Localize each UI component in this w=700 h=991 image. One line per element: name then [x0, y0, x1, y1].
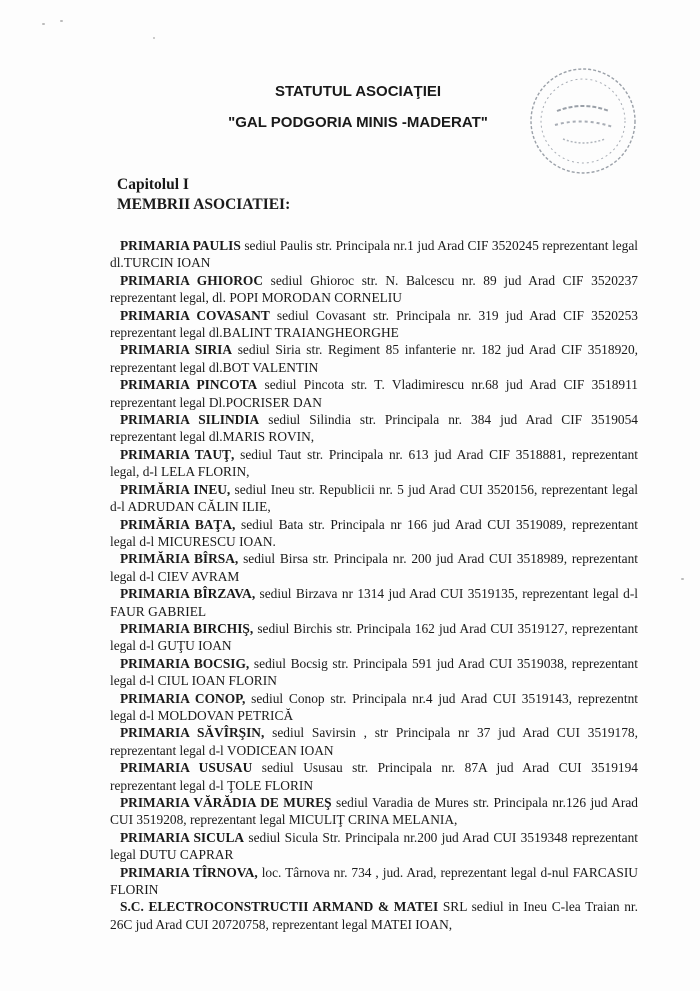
member-name: PRIMARIA SĂVÎRŞIN, [120, 725, 265, 741]
member-details: sediul Conop str. Principala nr.4 jud Arad CUI 3519143, reprezentnt legal d-l MOLDOVAN PETRICĂ [110, 690, 638, 723]
chapter-title: MEMBRII ASOCIATIEI: [117, 196, 291, 213]
member-name: PRIMĂRIA INEU, [120, 481, 231, 497]
member-name: PRIMARIA GHIOROC [120, 272, 264, 288]
member-name: PRIMARIA PINCOTA [120, 377, 258, 393]
member-name: PRIMARIA CONOP, [120, 690, 246, 706]
member-entry [110, 446, 638, 481]
member-entry [110, 759, 638, 794]
scan-speck [42, 23, 45, 25]
member-entry [110, 585, 638, 620]
member-details: loc. Târnova nr. 734 , jud. Arad, reprezentant legal d-nul FARCASIU FLORIN [110, 864, 638, 898]
member-details: sediul Silindia str. Principala nr. 384 jud Arad CIF 3519054 reprezentant legal dl.MARIS ROVIN, [110, 412, 639, 445]
chapter-label: Capitolul I [117, 176, 189, 193]
member-entry [110, 237, 638, 272]
member-entry [110, 516, 638, 551]
member-details: sediul Savirsin , str Principala nr 37 jud Arad CUI 3519178, reprezentant legal d-l VODICEAN IOAN [110, 725, 638, 758]
member-details: sediul Pincota str. T. Vladimirescu nr.68 jud Arad CIF 3518911 reprezentant legal Dl.POCRISER DAN [110, 377, 638, 410]
member-name: PRIMARIA COVASANT [120, 307, 270, 323]
member-name: PRIMARIA BOCSIG, [120, 655, 250, 671]
member-entry [110, 341, 638, 376]
member-details: sediul Taut str. Principala nr. 613 jud Arad CIF 3518881, reprezentant legal, d-l LELA FLORIN, [110, 446, 638, 480]
scan-speck [681, 578, 684, 580]
member-entry [110, 620, 638, 655]
member-entry [110, 690, 638, 725]
member-name: PRIMARIA TÎRNOVA, [120, 864, 258, 880]
member-entry [110, 655, 638, 690]
member-details: sediul Birchis str. Principala 162 jud Arad CUI 3519127, reprezentant legal d-l GUŢU IOAN [110, 620, 638, 654]
member-details: sediul Ususau str. Principala nr. 87A jud Arad CUI 3519194 reprezentant legal d-l ŢOLE FLORIN [110, 760, 638, 793]
member-entry [110, 411, 638, 446]
member-entry [110, 307, 638, 342]
member-entry [110, 794, 638, 829]
scan-speck [153, 37, 155, 39]
member-entry [110, 272, 638, 307]
member-details: sediul Sicula Str. Principala nr.200 jud Arad CUI 3519348 reprezentant legal DUTU CAPRAR [110, 829, 638, 863]
member-name: S.C. ELECTROCONSTRUCTII ARMAND & MATEI [120, 899, 439, 915]
member-details: sediul Covasant str. Principala nr. 319 jud Arad CIF 3520253 reprezentant legal dl.BALINT TRAIANGHEORGHE [110, 307, 638, 341]
scan-speck [60, 20, 63, 22]
member-name: PRIMĂRIA BAŢA, [120, 516, 236, 532]
members-list [110, 237, 638, 933]
member-name: PRIMĂRIA BÎRSA, [120, 551, 239, 567]
member-name: PRIMARIA BIRCHIŞ, [120, 620, 254, 636]
member-details: sediul Birsa str. Principala nr. 200 jud Arad CUI 3518989, reprezentant legal d-l CIEV AVRAM [110, 551, 638, 584]
member-name: PRIMARIA USUSAU [120, 760, 253, 776]
member-details: sediul Bocsig str. Principala 591 jud Arad CUI 3519038, reprezentant legal d-l CIUL IOAN FLORIN [110, 655, 638, 689]
document-title: STATUTUL ASOCIAŢIEI [274, 83, 442, 100]
member-entry [110, 550, 638, 585]
member-name: PRIMARIA VĂRĂDIA DE MUREŞ [120, 795, 332, 810]
member-entry [110, 724, 638, 759]
member-details: sediul Ineu str. Republicii nr. 5 jud Arad CUI 3520156, reprezentant legal d-l ADRUDAN CĂLIN ILIE, [110, 481, 638, 515]
member-entry [110, 864, 638, 899]
member-details: sediul Bata str. Principala nr 166 jud Arad CUI 3519089, reprezentant legal d-l MICURESCU IOAN. [110, 516, 638, 549]
member-name: PRIMARIA BÎRZAVA, [120, 586, 256, 602]
member-name: PRIMARIA SICULA [120, 829, 245, 845]
member-details: sediul Ghioroc str. N. Balcescu nr. 89 jud Arad CIF 3520237 reprezentant legal, dl. POPI MORODAN CORNELIU [110, 272, 638, 306]
member-details: sediul Paulis str. Principala nr.1 jud Arad CIF 3520245 reprezentant legal dl.TURCIN IOAN [110, 238, 638, 271]
member-name: PRIMARIA TAUŢ, [120, 446, 235, 462]
member-details: sediul Varadia de Mures str. Principala nr.126 jud Arad CUI 3519208, reprezentant legal MICULIŢ CRINA MELANIA, [110, 795, 638, 828]
member-name: PRIMARIA PAULIS [120, 238, 241, 253]
member-entry [110, 481, 638, 516]
member-entry [110, 898, 638, 933]
member-details: sediul Birzava nr 1314 jud Arad CUI 3519135, reprezentant legal d-l FAUR GABRIEL [110, 586, 639, 619]
member-name: PRIMARIA SILINDIA [120, 412, 260, 428]
member-name: PRIMARIA SIRIA [120, 342, 233, 358]
member-details: sediul Siria str. Regiment 85 infanterie nr. 182 jud Arad CIF 3518920, reprezentant legal dl.BOT VALENTIN [110, 342, 638, 375]
association-name: "GAL PODGORIA MINIS -MADERAT" [228, 114, 488, 131]
member-entry [110, 829, 638, 864]
member-entry [110, 376, 638, 411]
member-details: SRL sediul in Ineu C-lea Traian nr. 26C jud Arad CUI 20720758, reprezentant legal MATEI IOAN, [110, 899, 638, 932]
